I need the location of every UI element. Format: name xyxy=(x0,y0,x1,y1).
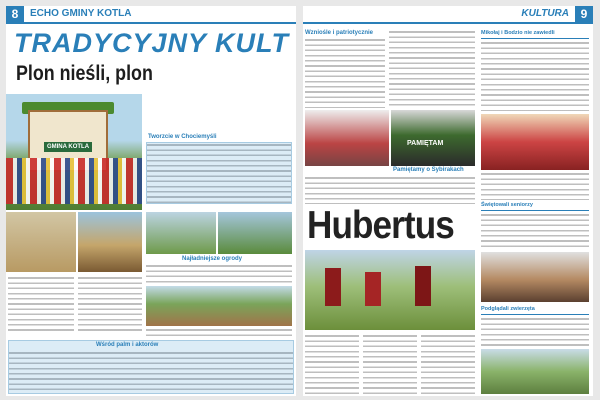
photo-harvest-festival xyxy=(6,94,142,210)
left-header xyxy=(6,6,296,24)
photo-hubertus-riders xyxy=(305,250,475,330)
hubertus-text-1 xyxy=(305,334,359,394)
right-page xyxy=(303,6,593,396)
wzniosle-text-2 xyxy=(389,30,475,108)
najladniejsze-text xyxy=(146,264,292,284)
mikolaj-text-2 xyxy=(481,172,589,200)
rule-mikolaj xyxy=(481,38,589,39)
folk-group xyxy=(6,158,142,204)
section-title-pamietamy: Pamiętamy o Sybirakach xyxy=(393,167,464,173)
rider-2 xyxy=(365,272,381,306)
hubertus-text-3 xyxy=(421,334,475,394)
header-title-right: KULTURA xyxy=(521,8,569,19)
photo-memorial xyxy=(391,110,475,166)
section-title-najladniejsze: Najładniejsze ogrody xyxy=(182,256,243,262)
section-title-mikolaj: Mikołaj i Bodzio nie zawiedli xyxy=(481,30,555,36)
stage-sign: GMINA KOTLA xyxy=(44,142,92,152)
section-title-podgladali: Podglądali zwierzęta xyxy=(481,306,535,312)
page-number-right: 9 xyxy=(575,6,593,23)
podgladali-text xyxy=(481,317,589,347)
rule-swietowali xyxy=(481,210,589,211)
photo-garden-1 xyxy=(146,212,216,254)
header-title-left: ECHO GMINY KOTLA xyxy=(30,8,132,19)
photo-harvest-crown xyxy=(6,212,76,272)
wsrod-text xyxy=(9,351,293,393)
section-title-swietowali: Świętowali seniorzy xyxy=(481,202,533,208)
subheadline-plon: Plon nieśli, plon xyxy=(16,62,153,85)
rider-1 xyxy=(325,268,341,306)
body-column-1 xyxy=(8,276,74,334)
photo-garden-group xyxy=(146,286,292,326)
pamietamy-text xyxy=(305,176,475,204)
body-column-2 xyxy=(78,276,142,334)
left-page xyxy=(6,6,296,396)
headline-tradycyjny-kult: TRADYCYJNY KULT xyxy=(14,28,290,58)
banner-pamietamy: PAMIĘTAM xyxy=(407,140,444,147)
right-header xyxy=(303,6,593,24)
section-title-wsrod: Wśród palm i aktorów xyxy=(96,342,159,348)
headline-hubertus: Hubertus xyxy=(307,204,454,247)
page-number-left: 8 xyxy=(6,6,24,23)
photo-garden-2 xyxy=(218,212,292,254)
photo-santa xyxy=(481,114,589,170)
photo-ceremony xyxy=(305,110,389,166)
rule-podgladali xyxy=(481,314,589,315)
section-title-tworzcie: Tworzcie w Chociemyśli xyxy=(148,134,217,140)
hubertus-text-2 xyxy=(363,334,417,394)
body-column-3 xyxy=(146,328,292,338)
wzniosle-text-1 xyxy=(305,38,385,108)
photo-dancers xyxy=(78,212,142,272)
swietowali-text xyxy=(481,213,589,249)
photo-seniors xyxy=(481,252,589,302)
section-title-wzniosle: Wzniośle i patriotycznie xyxy=(305,30,374,36)
mikolaj-text xyxy=(481,41,589,111)
wsrod-box xyxy=(8,340,294,394)
rider-3 xyxy=(415,266,431,306)
tworzcie-text xyxy=(147,143,291,203)
tworzcie-text-box xyxy=(146,142,292,204)
photo-zoo xyxy=(481,349,589,394)
